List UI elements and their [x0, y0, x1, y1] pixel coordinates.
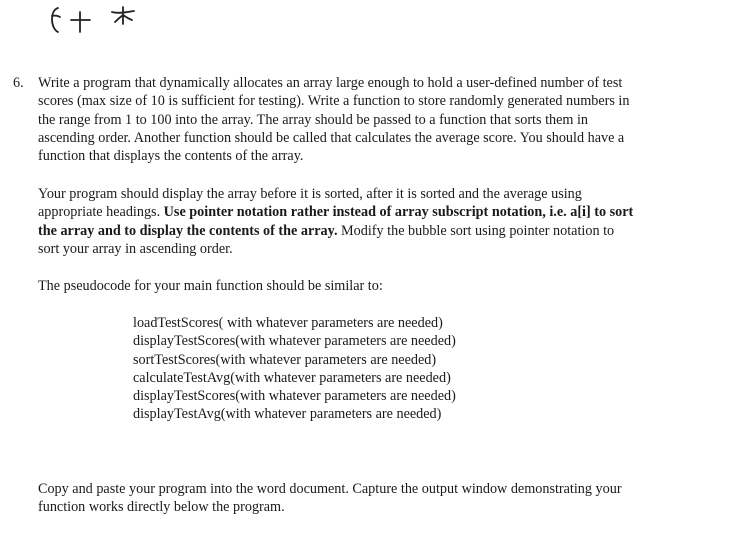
text-line: sort your array in ascending order. — [38, 240, 233, 257]
pseudocode-block — [133, 314, 456, 424]
emphasis-text: the array and to display the contents of the array. — [38, 222, 338, 239]
question-number: 6. — [13, 75, 24, 91]
text-line: scores (max size of 10 is sufficient for testing). Write a function to store randomly generated numbers in — [38, 93, 630, 110]
text-line: ascending order. Another function should be called that calculates the average score. You should have a — [38, 129, 625, 146]
text-line: Write a program that dynamically allocates an array large enough to hold a user-defined number of test — [38, 75, 623, 91]
text-line: Your program should display the array before it is sorted, after it is sorted and the average using — [38, 186, 582, 202]
question-paragraph-4 — [38, 480, 718, 517]
emphasis-text: Use pointer notation rather instead of array subscript notation, i.e. a[i] to sort — [163, 204, 634, 221]
text-segment: appropriate headings. — [38, 204, 164, 221]
text-line: function that displays the contents of the array. — [38, 148, 304, 165]
question-paragraph-1 — [38, 74, 718, 165]
text-line — [38, 222, 718, 240]
pseudocode-line: displayTestScores(with whatever parameters are needed) — [133, 388, 456, 405]
handwritten-annotation — [40, 2, 150, 40]
handwritten-cpp-drawing — [40, 2, 150, 40]
pseudocode-line: displayTestScores(with whatever parameters are needed) — [133, 333, 456, 350]
text-line: the range from 1 to 100 into the array. The array should be passed to a function that sorts them in — [38, 111, 589, 128]
text-segment: Modify the bubble sort using pointer notation to — [337, 222, 615, 239]
text-line: Copy and paste your program into the word document. Capture the output window demonstrating your — [38, 481, 622, 497]
pseudocode-line: sortTestScores(with whatever parameters are needed) — [133, 351, 437, 368]
pseudocode-line: calculateTestAvg(with whatever parameters are needed) — [133, 369, 451, 386]
question-paragraph-2 — [38, 185, 718, 258]
text-line: function works directly below the program. — [38, 499, 285, 516]
question-paragraph-3: The pseudocode for your main function should be similar to: — [38, 278, 383, 294]
text-line — [38, 203, 718, 221]
pseudocode-line: loadTestScores( with whatever parameters are needed) — [133, 315, 443, 331]
pseudocode-line: displayTestAvg(with whatever parameters are needed) — [133, 406, 442, 423]
